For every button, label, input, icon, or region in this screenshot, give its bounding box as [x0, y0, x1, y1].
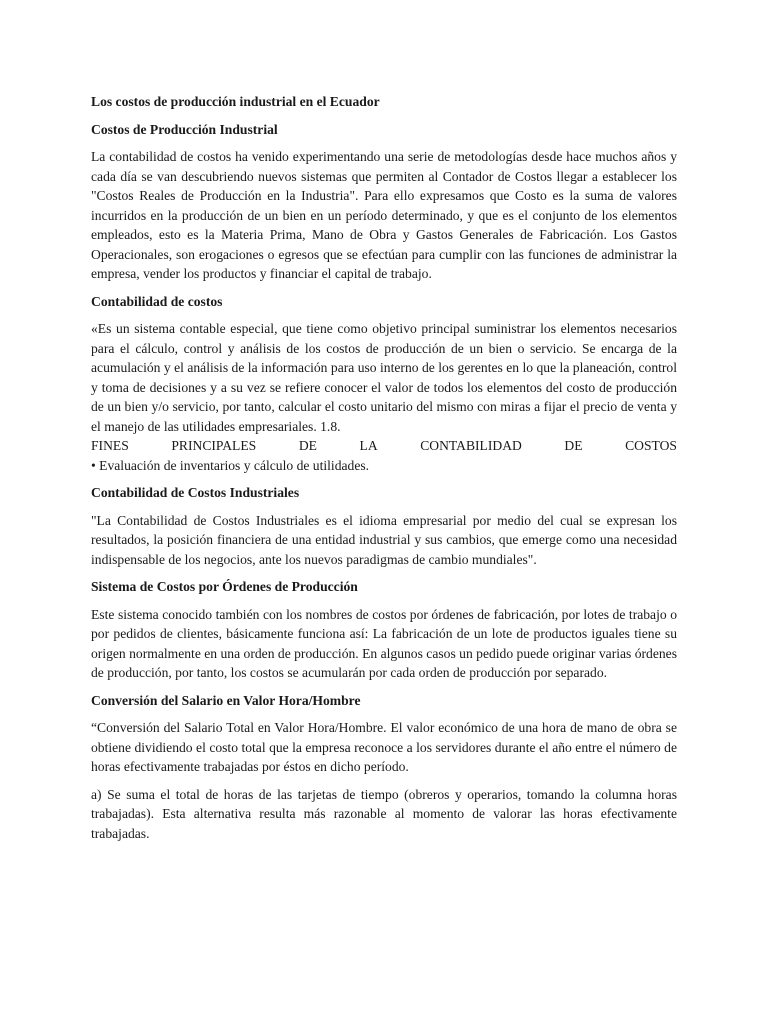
fines-word: DE [564, 438, 583, 453]
paragraph: “Conversión del Salario Total en Valor Hora/Hombre. El valor económico de una hora de mano de obra se obtiene dividiendo el costo total que la empresa reconoce a los servidores durante el año entre el número de horas efectivamente trabajadas por éstos en dicho período. [91, 720, 677, 774]
document-title: Los costos de producción industrial en el Ecuador [91, 94, 380, 109]
paragraph: Este sistema conocido también con los nombres de costos por órdenes de fabricación, por lotes de trabajo o por pedidos de clientes, básicamente funciona así: La fabricación de un lote de productos iguales tiene su origen normalmente en una orden de producción. En algunos casos un pedido puede originar varias órdenes de producción, por tanto, los costos se acumularán por cada orden de producción por separado. [91, 606, 677, 680]
paragraph: La contabilidad de costos ha venido experimentando una serie de metodologías desde hace muchos años y cada día se van descubriendo nuevos sistemas que permiten al Contador de Costos llegar a establecer los "Costos Reales de Producción en la Industria". Para ello expresamos que Costo es la suma de valores incurridos en la producción de un bien en un período determinado, y que es el conjunto de los elementos empleados, esto es la Materia Prima, Mano de Obra y Gastos Generales de Fabricación. Los Gastos Operacionales, son erogaciones o egresos que se efectúan para cumplir con las funciones de administrar la empresa, vender los productos y financiar el capital de trabajo. [91, 149, 677, 281]
paragraph: "La Contabilidad de Costos Industriales es el idioma empresarial por medio del cual se expresan los resultados, la posición financiera de una entidad industrial y sus cambios, que emerge como una necesidad indispensable de los negocios, ante los nuevos paradigmas de cambio mundiales". [91, 512, 677, 567]
section-heading-costos-industriales: Contabilidad de Costos Industriales [91, 485, 300, 500]
bullet-item: • Evaluación de inventarios y cálculo de utilidades. [91, 457, 370, 473]
fines-word: CONTABILIDAD [420, 438, 522, 453]
section-heading-costos-produccion: Costos de Producción Industrial [91, 121, 278, 137]
section-heading-conversion-salario: Conversión del Salario en Valor Hora/Hombre [91, 692, 361, 708]
paragraph: «Es un sistema contable especial, que tiene como objetivo principal suministrar los elementos necesarios para el cálculo, control y análisis de los costos de producción de un bien o servicio. Se encarga de la acumulación y el análisis de la información para uso interno de los gerentes en lo que la planeación, control y toma de decisiones y a su vez se refiere conocer el valor de todos los elementos del costo de producción de un bien y/o servicio, por tanto, calcular el costo unitario del mismo con miras a fijar el precio de venta y el manejo de las utilidades empresariales. 1.8. [91, 321, 677, 434]
paragraph: a) Se suma el total de horas de las tarjetas de tiempo (obreros y operarios, tomando la columna horas trabajadas). Esta alternativa resulta más razonable al momento de valorar las horas efectivamente trabajadas. [91, 786, 677, 841]
section-heading-contabilidad-costos: Contabilidad de costos [91, 293, 223, 309]
fines-word: DE [298, 438, 317, 453]
section-heading-ordenes-produccion: Sistema de Costos por Órdenes de Producción [91, 579, 358, 594]
fines-word: PRINCIPALES [171, 438, 257, 453]
fines-word: FINES [91, 438, 129, 453]
fines-word: COSTOS [625, 438, 677, 453]
document-page [91, 92, 677, 851]
fines-heading-line [91, 436, 677, 456]
fines-word: LA [359, 438, 378, 453]
